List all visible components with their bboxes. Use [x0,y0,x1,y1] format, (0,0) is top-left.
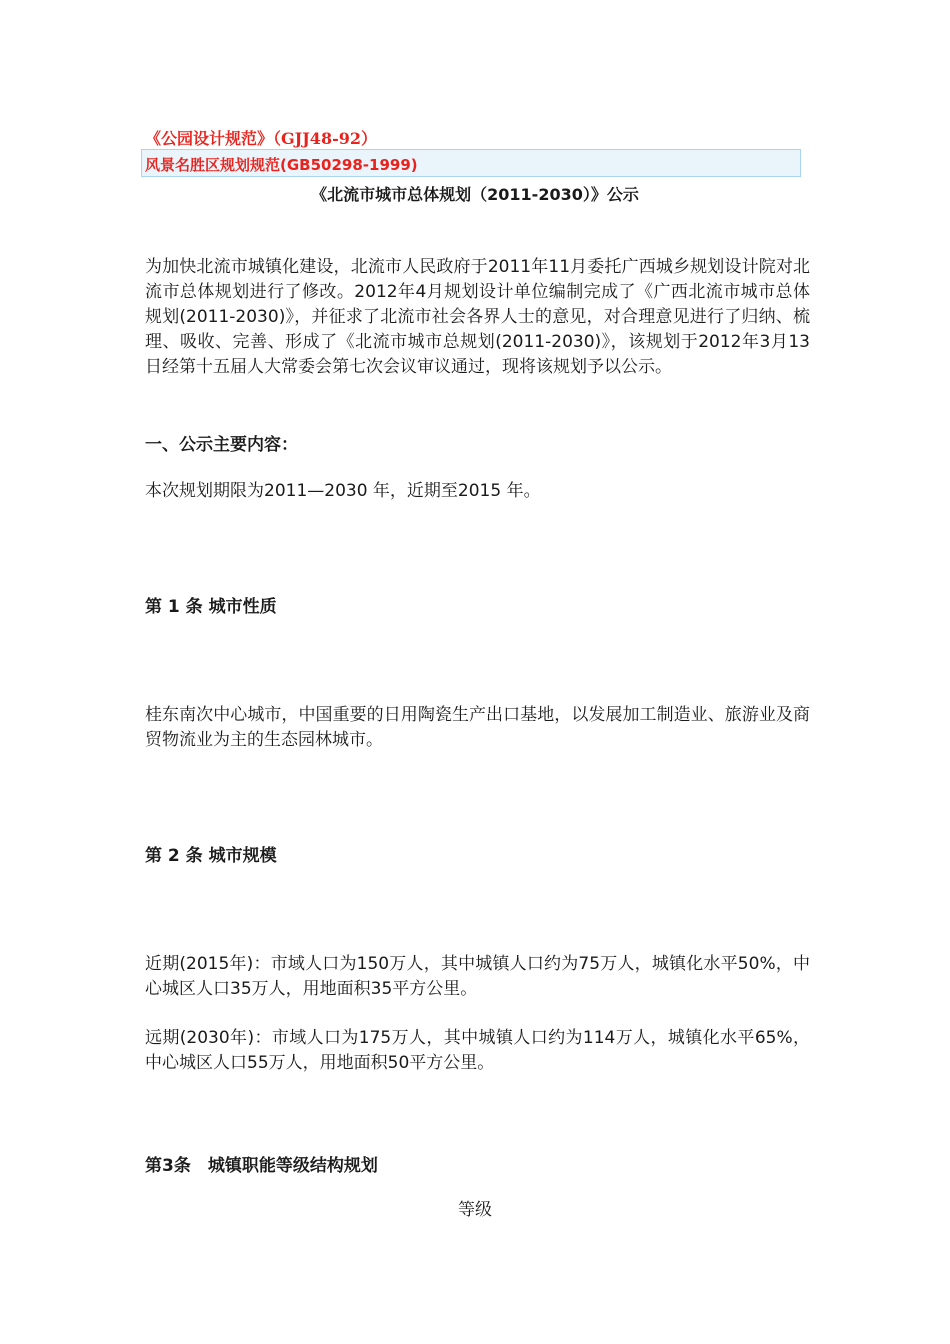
article-3-heading: 第3条 城镇职能等级结构规划 [145,1156,378,1176]
long-term-paragraph: 远期(2030年)：市域人口为175万人，其中城镇人口约为114万人，城镇化水平65%，中心城区人口55万人，用地面积50平方公里。 [145,1028,810,1073]
park-design-standard-link[interactable]: 《公园设计规范》（GJJ48-92） [145,129,377,148]
article-1-heading: 第 1 条 城市性质 [145,597,277,617]
scenic-area-standard-link[interactable] [141,149,801,177]
article-1-body: 桂东南次中心城市，中国重要的日用陶瓷生产出口基地，以发展加工制造业、旅游业及商贸物流业为主的生态园林城市。 [145,705,810,750]
scenic-area-standard-label: 风景名胜区规划规范(GB50298-1999) [145,156,418,174]
intro-paragraph: 为加快北流市城镇化建设，北流市人民政府于2011年11月委托广西城乡规划设计院对北流市总体规划进行了修改。2012年4月规划设计单位编制完成了《广西北流市城市总体规划(2011-2030)》，并征求了北流市社会各界人士的意见，对合理意见进行了归纳、梳理、吸收、完善、形成了《北流市城市总规划(2011-2030)》，该规划于2012年3月13日经第十五届人大常委会第七次会议审议通过，现将该规划予以公示。 [145,257,810,377]
near-term-paragraph: 近期(2015年)：市域人口为150万人，其中城镇人口约为75万人，城镇化水平50%，中心城区人口35万人，用地面积35平方公里。 [145,954,810,999]
planning-period-paragraph: 本次规划期限为2011—2030 年，近期至2015 年。 [145,481,541,501]
table-header-level: 等级 [458,1200,492,1220]
section-heading-main-content: 一、公示主要内容： [145,435,298,455]
document-title: 《北流市城市总体规划（2011-2030）》公示 [311,185,639,204]
article-2-heading: 第 2 条 城市规模 [145,846,277,866]
